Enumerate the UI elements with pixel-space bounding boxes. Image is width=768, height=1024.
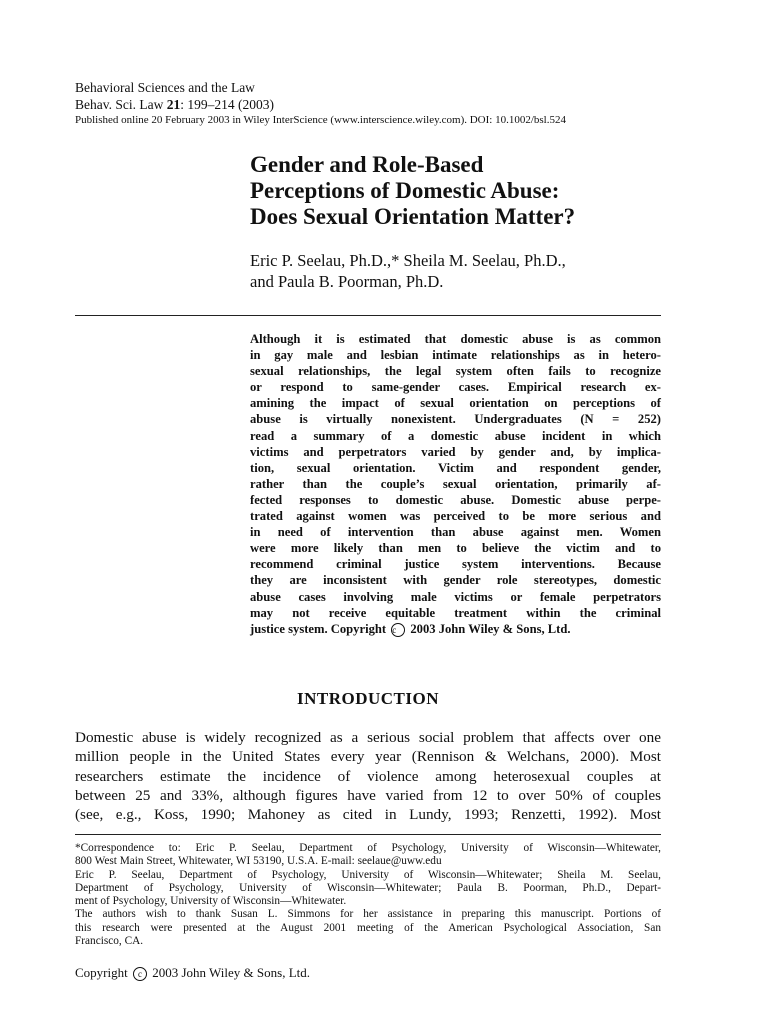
abstract-last-prefix: justice system. Copyright [250,621,390,636]
introduction-body [75,728,661,824]
body-line: million people in the United States every year (Rennison & Welchans, 2000). Most [75,748,661,766]
section-heading: INTRODUCTION [296,689,440,708]
article-title [250,152,690,230]
footer-prefix: Copyright [75,965,131,980]
footnote-line: Department of Psychology, University of Wisconsin—Whitewater; Paula B. Poorman, Ph.D., Depart- [75,881,661,894]
citation-line [75,96,274,113]
published-online-line[interactable]: Published online 20 February 2003 in Wiley InterScience (www.interscience.wiley.com). DOI: 10.1002/bsl.524 [75,114,566,126]
title-line: Gender and Role-Based [250,152,484,177]
abstract-line: in gay male and lesbian intimate relationships as in hetero- [250,348,661,363]
journal-name: Behavioral Sciences and the Law [75,80,255,95]
footnote-line: this research were presented at the August 2001 meeting of the American Psychological Association, San [75,921,661,934]
footnote-line[interactable]: 800 West Main Street, Whitewater, WI 53190, U.S.A. E-mail: seelaue@uww.edu [75,855,442,868]
abstract-line: they are inconsistent with gender role stereotypes, domestic [250,573,661,588]
abstract-last-suffix: 2003 John Wiley & Sons, Ltd. [407,621,571,636]
citation-suffix: : 199–214 (2003) [180,97,274,112]
author-list [250,250,690,292]
abstract-line: amining the impact of sexual orientation on perceptions of [250,396,661,411]
footnote-line: The authors wish to thank Susan L. Simmons for her assistance in preparing this manuscript. Portions of [75,908,661,921]
abstract-line: rather than the couple’s sexual orientation, primarily af- [250,476,661,491]
abstract-line: sexual relationships, the legal system often fails to recognize [250,364,661,379]
footnote-line: Francisco, CA. [75,935,144,948]
abstract-line: recommend criminal justice system interventions. Because [250,557,661,572]
footnotes [75,842,661,948]
body-line: (see, e.g., Koss, 1990; Mahoney as cited in Lundy, 1993; Renzetti, 1992). Most [75,806,661,824]
abstract-line [250,621,661,637]
abstract-line: read a summary of a domestic abuse incident in which [250,428,661,443]
title-line: Perceptions of Domestic Abuse: [250,178,560,203]
footnote-line: ment of Psychology, University of Wisconsin—Whitewater. [75,895,347,908]
body-line: between 25 and 33%, although figures have varied from 12 to over 50% of couples [75,786,661,804]
abstract-line: tion, sexual orientation. Victim and respondent gender, [250,460,661,475]
body-line: researchers estimate the incidence of violence among heterosexual couples at [75,767,661,785]
footnote-divider [75,834,661,835]
copyright-symbol: c [391,623,405,637]
abstract [250,331,661,637]
page-footer-copyright [75,965,310,981]
abstract-line: Although it is estimated that domestic abuse is as common [250,332,661,346]
footer-suffix: 2003 John Wiley & Sons, Ltd. [148,965,311,980]
author-line: and Paula B. Poorman, Ph.D. [250,272,444,291]
abstract-line: or respond to same-gender cases. Empirical research ex- [250,380,661,395]
citation-volume: 21 [166,97,181,112]
section-divider [75,315,661,316]
abstract-line: may not receive equitable treatment within the criminal [250,605,661,620]
abstract-line: victims and perpetrators varied by gender and, by implica- [250,444,661,459]
abstract-line: in need of intervention than abuse against men. Women [250,525,661,540]
body-line: Domestic abuse is widely recognized as a serious social problem that affects over one [75,729,661,746]
footnote-line: Eric P. Seelau, Department of Psychology, University of Wisconsin—Whitewater; Sheila M. Seelau, [75,868,661,881]
abstract-line: trated against women was perceived to be more serious and [250,509,661,524]
abstract-line: were more likely than men to believe the victim and to [250,541,661,556]
author-line: Eric P. Seelau, Ph.D.,* Sheila M. Seelau, Ph.D., [250,251,566,270]
abstract-line: abuse is virtually nonexistent. Undergraduates (N = 252) [250,412,661,427]
citation-prefix: Behav. Sci. Law [75,97,167,112]
abstract-line: fected responses to domestic abuse. Domestic abuse perpe- [250,492,661,507]
abstract-line: abuse cases involving male victims or female perpetrators [250,589,661,604]
title-line: Does Sexual Orientation Matter? [250,204,576,229]
footnote-line: *Correspondence to: Eric P. Seelau, Department of Psychology, University of Wisconsin—Whitewater, [75,842,661,854]
copyright-symbol: c [133,967,147,981]
